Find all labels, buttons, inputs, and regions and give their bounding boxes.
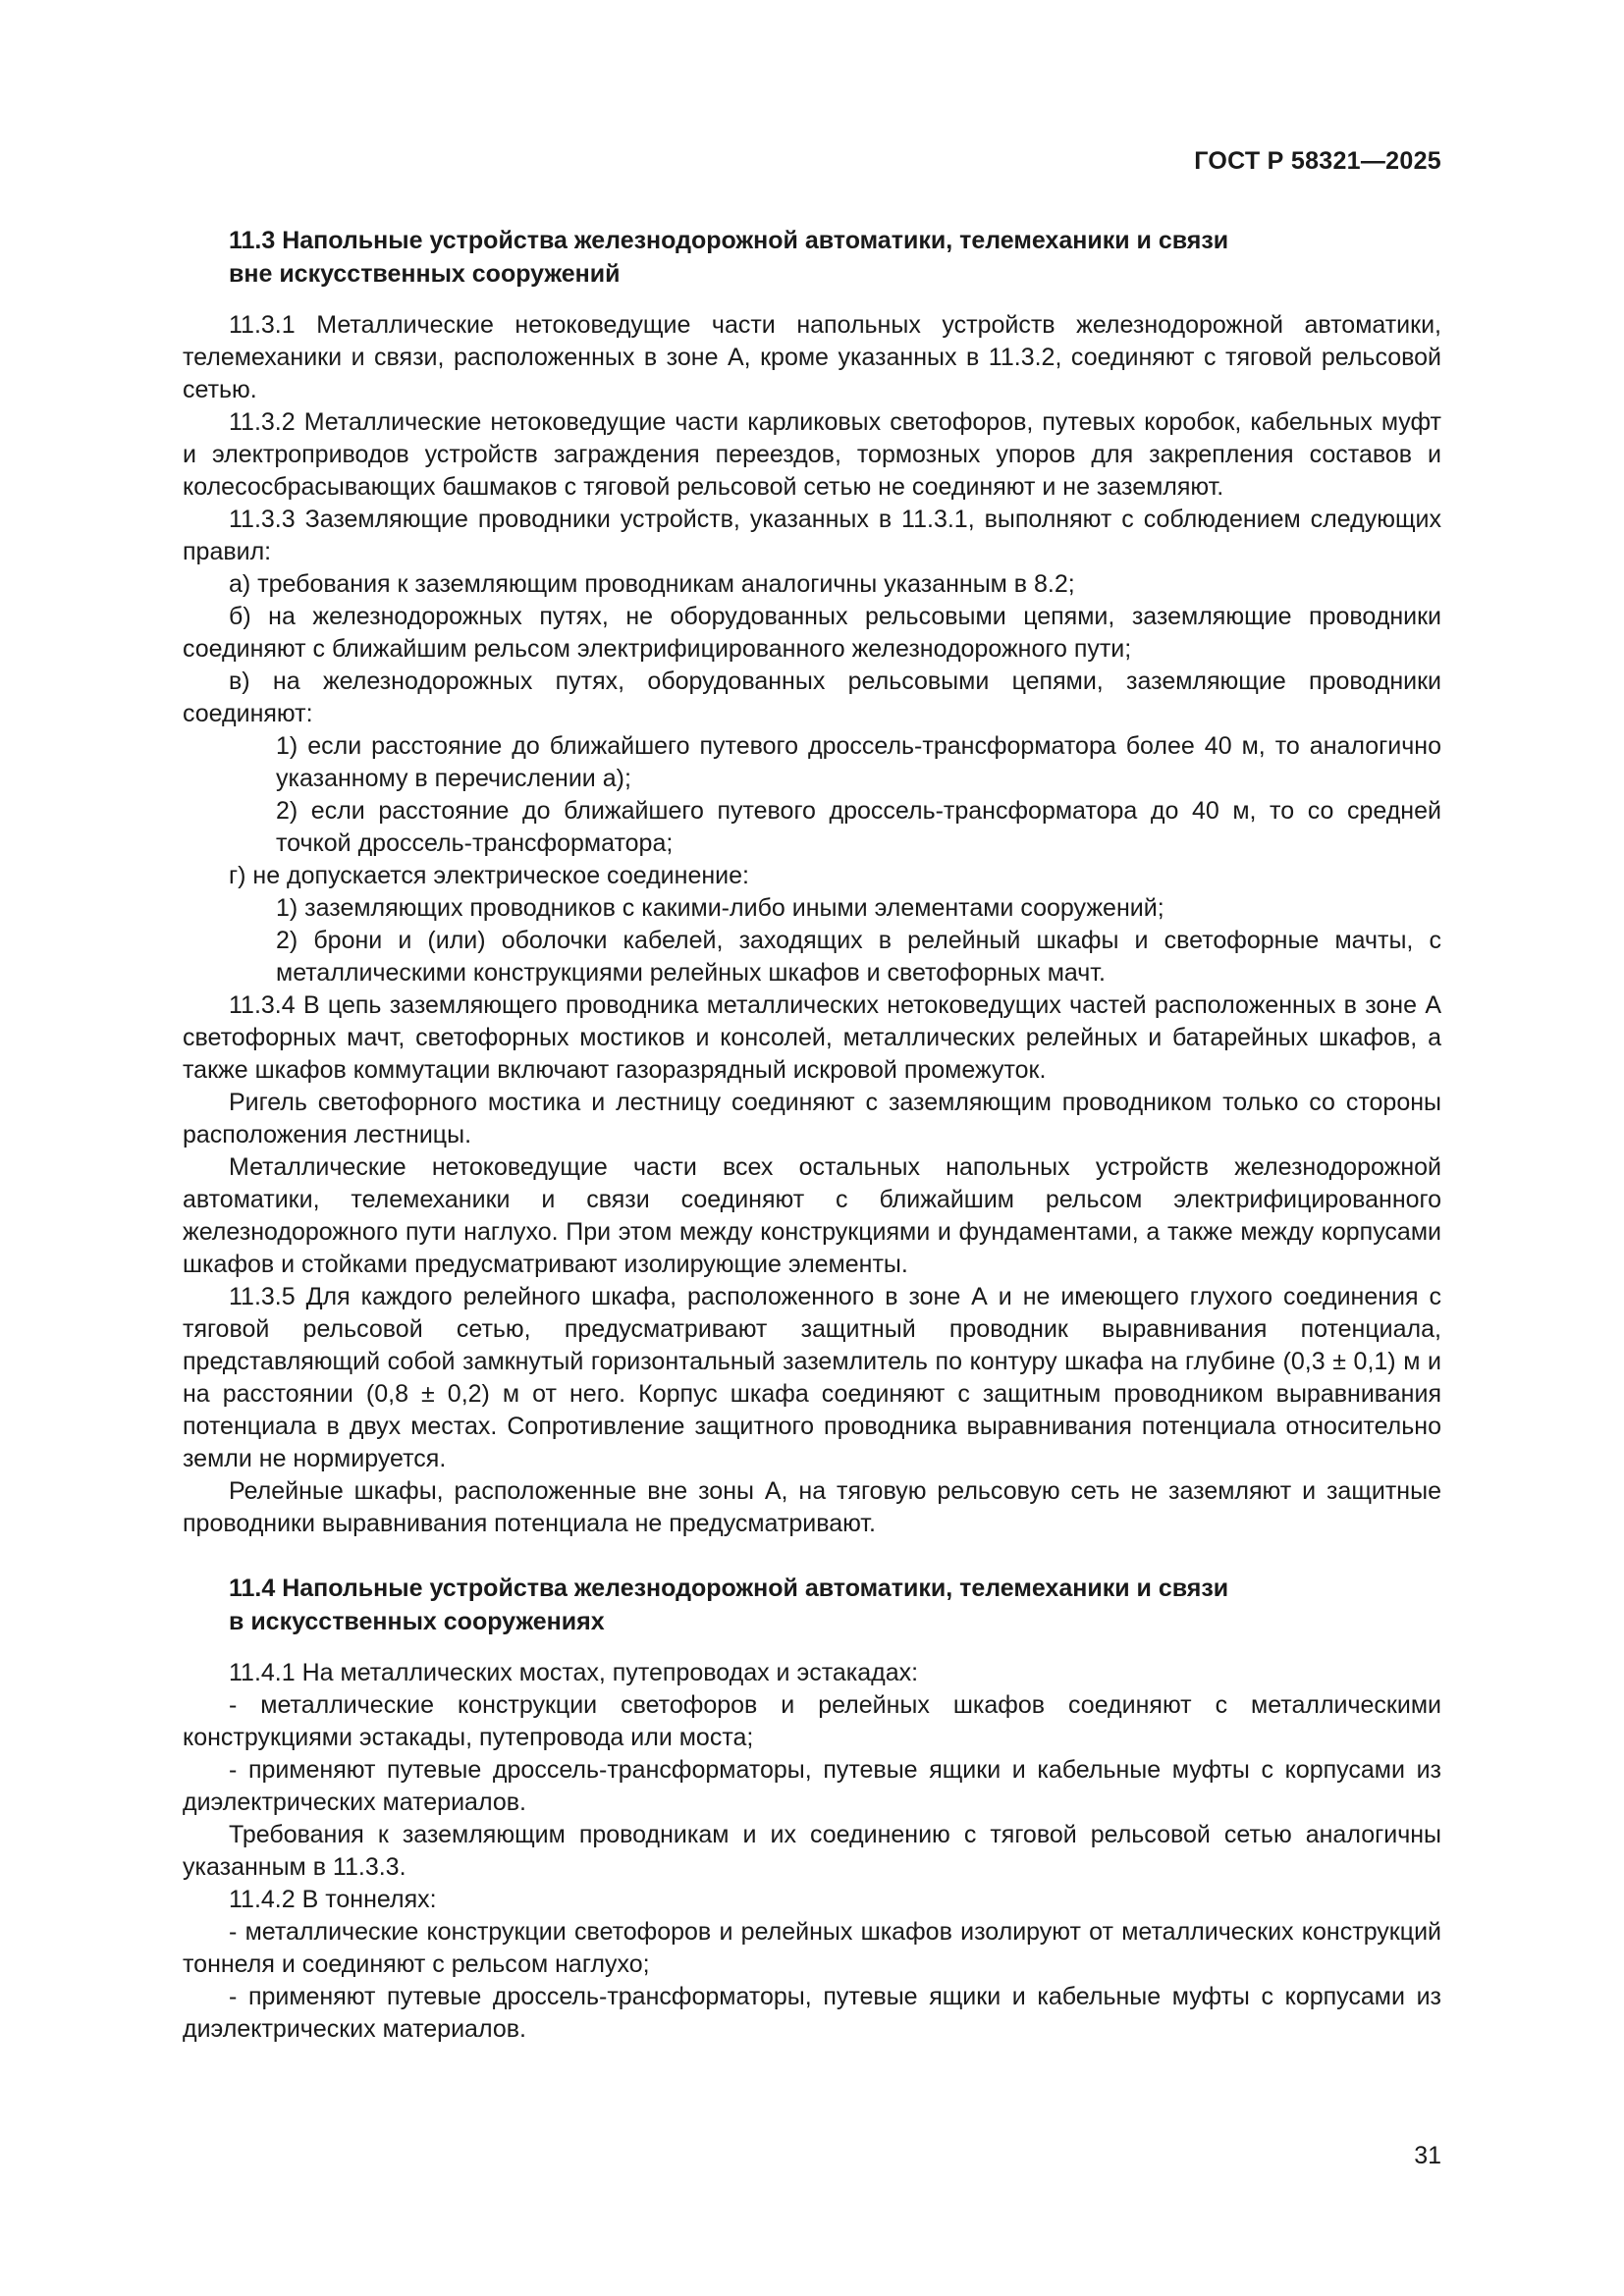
paragraph-metal-parts: Металлические нетоковедущие части всех остальных напольных устройств железнодорожной автоматики, телемеханики и связи соединяют с ближайшим рельсом электрифицированного железнодорожного пути наглухо. При этом между конструкциями и фундаментами, а также между корпусами шкафов и стойками предусматривают изолирующие элементы.	[183, 1153, 1441, 1278]
paragraph-rigel: Ригель светофорного мостика и лестницу соединяют с заземляющим проводником только со стороны расположения лестницы.	[183, 1089, 1441, 1148]
dash-item-4: - применяют путевые дроссель-трансформаторы, путевые ящики и кабельные муфты с корпусами из диэлектрических материалов.	[183, 1983, 1441, 2043]
paragraph-relay-cabinets: Релейные шкафы, расположенные вне зоны А, на тяговую рельсовую сеть не заземляют и защитные проводники выравнивания потенциала не предусматривают.	[183, 1477, 1441, 1537]
dash-item-1: - металлические конструкции светофоров и релейных шкафов соединяют с металлическими конструкциями эстакады, путепровода или моста;	[183, 1691, 1441, 1751]
section-11-4-title-line2: в искусственных сооружениях	[229, 1608, 605, 1635]
paragraph-requirements: Требования к заземляющим проводникам и их соединению с тяговой рельсовой сетью аналогичны указанным в 11.3.3.	[183, 1821, 1441, 1881]
list-item-v: в) на железнодорожных путях, оборудованных рельсовыми цепями, заземляющие проводники соединяют:	[183, 667, 1441, 727]
list-item-g-1: 1) заземляющих проводников с какими-либо иными элементами сооружений;	[276, 894, 1164, 922]
section-11-4-title-line1: 11.4 Напольные устройства железнодорожной автоматики, телемеханики и связи	[229, 1575, 1229, 1602]
section-11-3-title-line1: 11.3 Напольные устройства железнодорожной автоматики, телемеханики и связи	[229, 227, 1229, 254]
paragraph-11-3-2: 11.3.2 Металлические нетоковедущие части карликовых светофоров, путевых коробок, кабельных муфт и электроприводов устройств заграждения переездов, тормозных упоров для закрепления составов и колесосбрасывающих башмаков с тяговой рельсовой сетью не соединяют и не заземляют.	[183, 408, 1441, 501]
dash-item-2: - применяют путевые дроссель-трансформаторы, путевые ящики и кабельные муфты с корпусами из диэлектрических материалов.	[183, 1756, 1441, 1816]
paragraph-11-3-3: 11.3.3 Заземляющие проводники устройств, указанных в 11.3.1, выполняют с соблюдением следующих правил:	[183, 506, 1441, 565]
section-11-3-title	[183, 224, 1441, 291]
paragraph-11-3-1: 11.3.1 Металлические нетоковедущие части напольных устройств железнодорожной автоматики, телемеханики и связи, расположенных в зоне А, кроме указанных в 11.3.2, соединяют с тяговой рельсовой сетью.	[183, 311, 1441, 403]
page-number: 31	[1414, 2142, 1441, 2169]
list-item-b: б) на железнодорожных путях, не оборудованных рельсовыми цепями, заземляющие проводники соединяют с ближайшим рельсом электрифицированного железнодорожного пути;	[183, 603, 1441, 663]
document-id-header: ГОСТ Р 58321—2025	[1194, 147, 1441, 175]
paragraph-11-4-2: 11.4.2 В тоннелях:	[229, 1886, 437, 1913]
list-item-g-2: 2) брони и (или) оболочки кабелей, заходящих в релейный шкафы и светофорные мачты, с металлическими конструкциями релейных шкафов и светофорных мачт.	[276, 927, 1441, 987]
section-11-3-title-line2: вне искусственных сооружений	[229, 260, 621, 288]
section-11-4-title	[183, 1572, 1441, 1638]
list-item-v-1: 1) если расстояние до ближайшего путевого дроссель-трансформатора более 40 м, то аналогично указанному в перечислении а);	[276, 732, 1441, 792]
paragraph-11-3-5: 11.3.5 Для каждого релейного шкафа, расположенного в зоне А и не имеющего глухого соединения с тяговой рельсовой сетью, предусматривают защитный проводник выравнивания потенциала, представляющий собой замкнутый горизонтальный заземлитель по контуру шкафа на глубине (0,3 ± 0,1) м и на расстоянии (0,8 ± 0,2) м от него. Корпус шкафа соединяют с защитным проводником выравнивания потенциала в двух местах. Сопротивление защитного проводника выравнивания потенциала относительно земли не нормируется.	[183, 1283, 1441, 1472]
list-item-a: а) требования к заземляющим проводникам аналогичны указанным в 8.2;	[229, 570, 1075, 598]
paragraph-11-3-4: 11.3.4 В цепь заземляющего проводника металлических нетоковедущих частей расположенных в зоне А светофорных мачт, светофорных мостиков и консолей, металлических релейных и батарейных шкафов, а также шкафов коммутации включают газоразрядный искровой промежуток.	[183, 991, 1441, 1084]
list-item-v-2: 2) если расстояние до ближайшего путевого дроссель-трансформатора до 40 м, то со средней точкой дроссель-трансформатора;	[276, 797, 1441, 857]
document-body	[183, 224, 1441, 2046]
dash-item-3: - металлические конструкции светофоров и релейных шкафов изолируют от металлических конструкций тоннеля и соединяют с рельсом наглухо;	[183, 1918, 1441, 1978]
paragraph-11-4-1: 11.4.1 На металлических мостах, путепроводах и эстакадах:	[229, 1659, 919, 1686]
list-item-g: г) не допускается электрическое соединение:	[229, 862, 749, 889]
